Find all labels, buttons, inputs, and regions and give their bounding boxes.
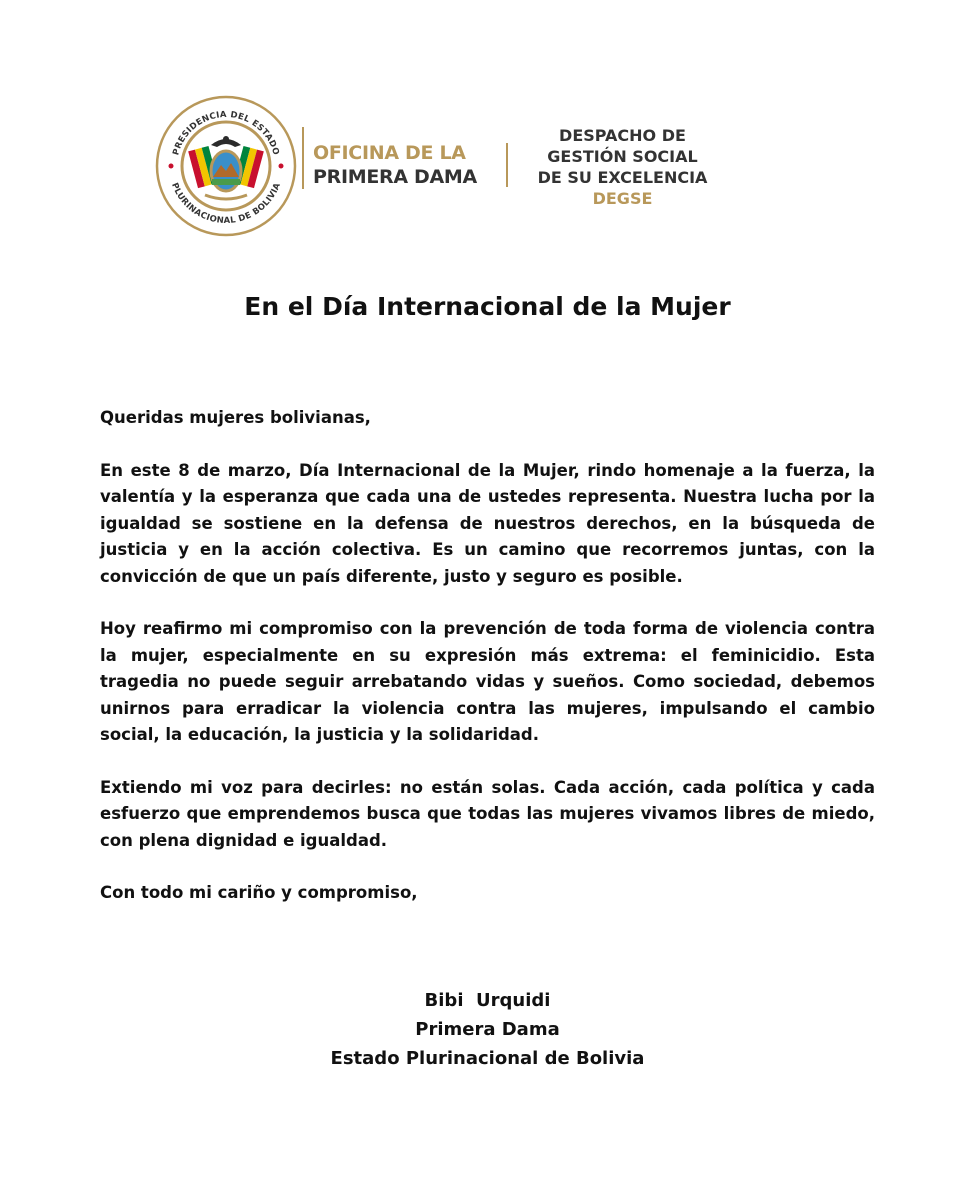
paragraph: Hoy reafirmo mi compromiso con la prevención de toda forma de violencia contra la mujer, especialmente en su expresión más extrema: el feminicidio. Esta tragedia no puede seguir arrebatando vidas y sueños. Como sociedad, debemos unirnos para erradicar la violencia contra las mujeres, impulsando el cambio social, la educación, la justicia y la solidaridad. — [100, 619, 875, 744]
seal-top-text: PRESIDENCIA DEL ESTADO — [171, 109, 281, 157]
office-line-1: OFICINA DE LA — [313, 142, 466, 164]
office-name — [313, 141, 477, 189]
letter-body — [100, 405, 875, 933]
greeting: Queridas mujeres bolivianas, — [100, 408, 371, 427]
signature-name: Bibi Urquidi — [424, 990, 551, 1011]
despacho-block — [520, 125, 725, 209]
seal-bottom-text: PLURINACIONAL DE BOLIVIA — [169, 181, 283, 227]
letterhead — [155, 95, 735, 240]
despacho-line: GESTIÓN SOCIAL — [547, 147, 698, 166]
despacho-line: DE SU EXCELENCIA — [537, 168, 708, 187]
signature-role: Primera Dama — [415, 1019, 560, 1040]
letterhead-divider — [506, 143, 508, 187]
paragraph: En este 8 de marzo, Día Internacional de la Mujer, rindo homenaje a la fuerza, la valentía y la esperanza que cada una de ustedes representa. Nuestra lucha por la igualdad se sostiene en la defensa de nuestros derechos, en la búsqueda de justicia y en la acción colectiva. Es un camino que recorremos juntas, con la convicción de que un país diferente, justo y seguro es posible. — [100, 460, 875, 586]
office-line-2: PRIMERA DAMA — [313, 166, 477, 188]
paragraph: Extiendo mi voz para decirles: no están solas. Cada acción, cada política y cada esfuerzo que emprendemos busca que todas las mujeres vivamos libres de miedo, con plena dignidad e igualdad. — [100, 777, 875, 850]
letterhead-divider — [302, 127, 304, 189]
despacho-line: DESPACHO DE — [559, 126, 686, 145]
page-title: En el Día Internacional de la Mujer — [244, 292, 731, 321]
signature-org: Estado Plurinacional de Bolivia — [330, 1048, 645, 1069]
signature-block — [0, 986, 975, 1073]
despacho-acronym: DEGSE — [592, 189, 653, 208]
presidential-seal-icon — [155, 95, 297, 237]
closing: Con todo mi cariño y compromiso, — [100, 883, 418, 902]
